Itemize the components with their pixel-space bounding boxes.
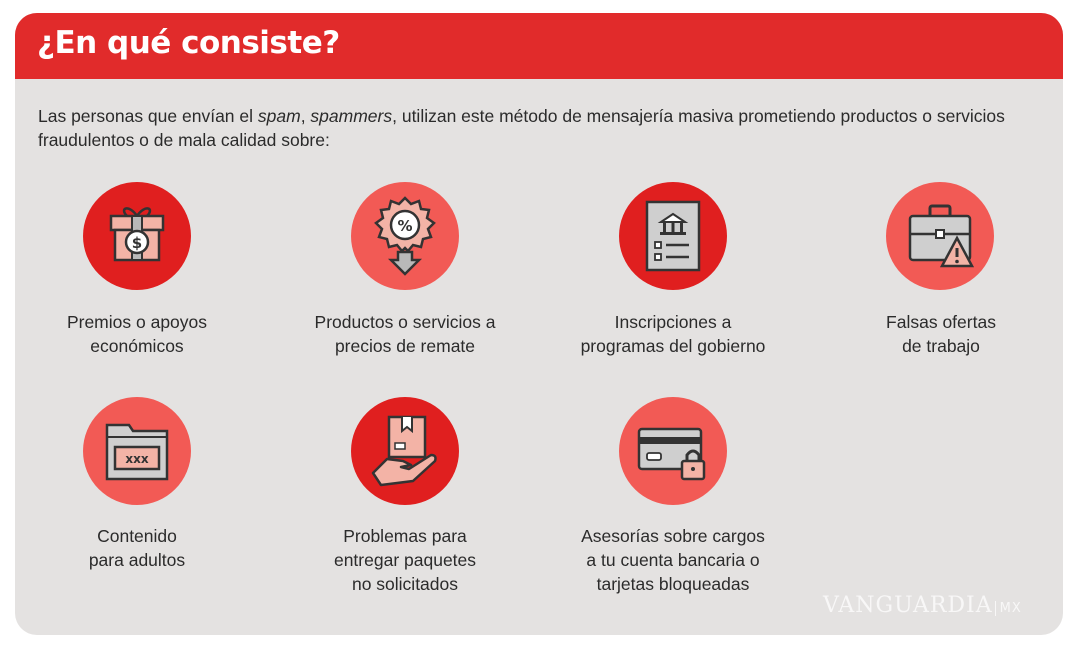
svg-text:%: % <box>397 217 413 235</box>
intro-paragraph <box>38 104 1028 152</box>
item-label-contenido: Contenido para adultos <box>88 526 186 570</box>
adult-content-folder-icon <box>83 397 191 505</box>
briefcase-warning-icon <box>886 182 994 290</box>
gift-money-icon <box>83 182 191 290</box>
watermark-logo: VANGUARDIA MX <box>823 593 1022 618</box>
intro-spam-term: spam <box>257 106 301 126</box>
info-card <box>15 13 1063 635</box>
intro-text: Las personas que envían el <box>38 106 258 126</box>
page-title: ¿En qué consiste? <box>37 25 340 61</box>
item-label-premios: Premios o apoyos económicos <box>66 312 208 356</box>
item-label-asesorias: Asesorías sobre cargos a tu cuenta bancaria o tarjetas bloqueadas <box>581 526 765 594</box>
header-bar <box>15 13 1063 79</box>
locked-card-icon <box>619 397 727 505</box>
item-label-productos: Productos o servicios a precios de remate <box>314 312 496 356</box>
item-label-inscripciones: Inscripciones a programas del gobierno <box>580 312 766 356</box>
intro-separator: , <box>300 106 311 126</box>
svg-text:xxx: xxx <box>125 452 149 466</box>
government-form-icon <box>619 182 727 290</box>
svg-text:$: $ <box>131 234 143 252</box>
intro-text-end: , utilizan este método de mensajería masiva prometiendo productos o servicios fraudulentos o de mala calidad sobre: <box>38 106 1005 150</box>
package-hand-icon <box>351 397 459 505</box>
discount-badge-icon <box>351 182 459 290</box>
intro-spammers-term: spammers <box>310 106 393 126</box>
item-label-paquetes: Problemas para entregar paquetes no solicitados <box>333 526 477 594</box>
item-label-ofertas: Falsas ofertas de trabajo <box>886 312 996 356</box>
